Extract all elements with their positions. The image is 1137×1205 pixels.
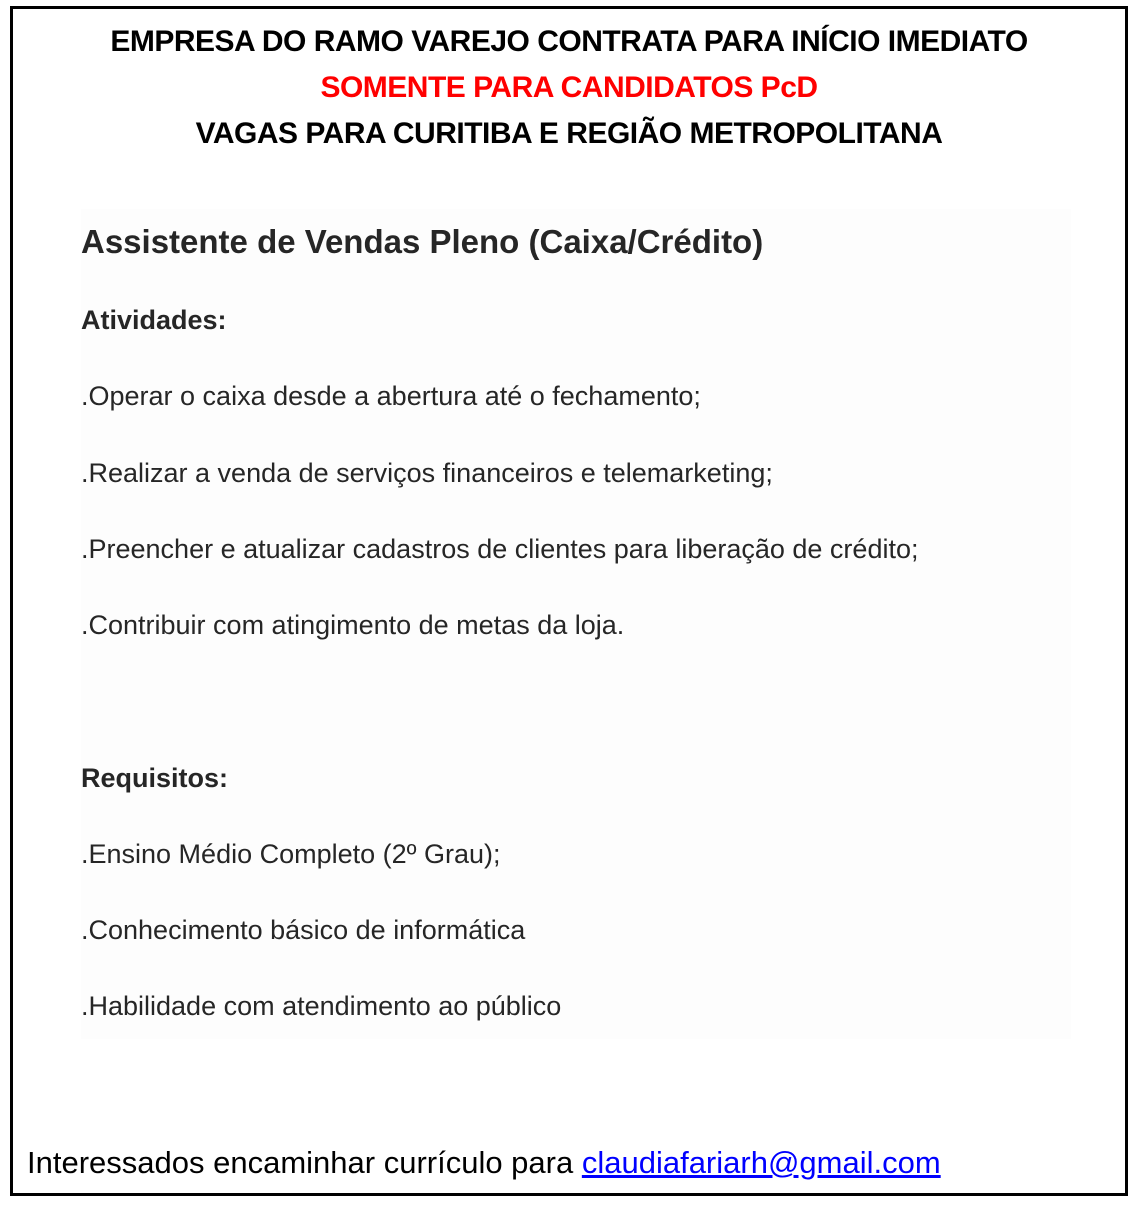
job-title: Assistente de Vendas Pleno (Caixa/Crédito) bbox=[81, 223, 764, 260]
activity-item: .Realizar a venda de serviços financeiros e telemarketing; bbox=[81, 458, 773, 488]
requirement-item: .Habilidade com atendimento ao público bbox=[81, 991, 562, 1021]
activity-item: .Preencher e atualizar cadastros de clientes para liberação de crédito; bbox=[81, 534, 919, 564]
header-company-line: EMPRESA DO RAMO VAREJO CONTRATA PARA INÍCIO IMEDIATO bbox=[110, 25, 1028, 58]
header-location-line: VAGAS PARA CURITIBA E REGIÃO METROPOLITANA bbox=[195, 117, 943, 150]
requirement-item: .Ensino Médio Completo (2º Grau); bbox=[81, 839, 501, 869]
contact-footer bbox=[27, 1145, 941, 1181]
contact-email-link[interactable]: claudiafariarh@gmail.com bbox=[581, 1145, 941, 1180]
activity-item: .Operar o caixa desde a abertura até o fechamento; bbox=[81, 381, 701, 411]
job-posting-image bbox=[81, 209, 1071, 1039]
activity-item: .Contribuir com atingimento de metas da loja. bbox=[81, 610, 625, 640]
requirement-item: .Conhecimento básico de informática bbox=[81, 915, 526, 945]
requirements-label: Requisitos: bbox=[81, 763, 229, 793]
posting-frame bbox=[10, 6, 1128, 1196]
activities-label: Atividades: bbox=[81, 305, 227, 335]
contact-text: Interessados encaminhar currículo para bbox=[27, 1145, 582, 1180]
header-pcd-line: SOMENTE PARA CANDIDATOS PcD bbox=[320, 71, 818, 104]
